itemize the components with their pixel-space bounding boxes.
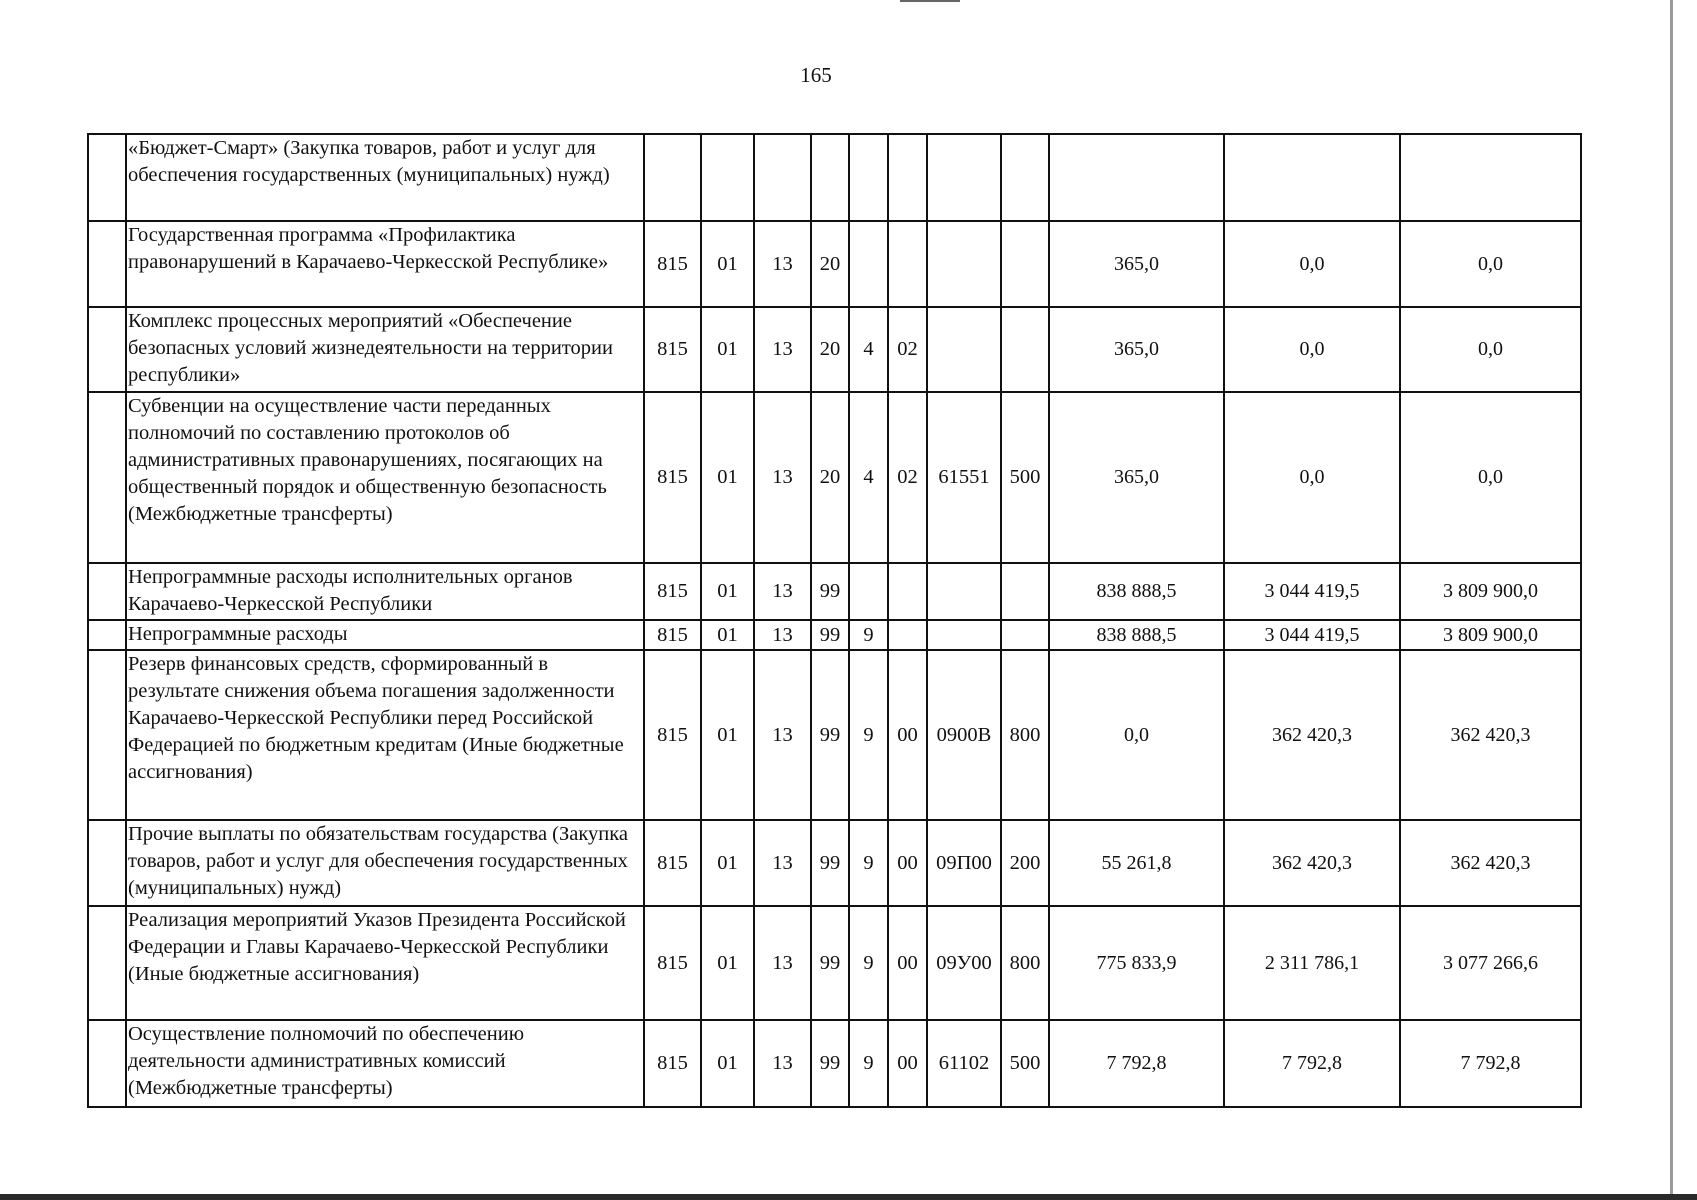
target-code-type: 9 (849, 620, 888, 650)
target-code-type (849, 563, 888, 620)
table-row (88, 1020, 1581, 1107)
ministry-code: 815 (644, 620, 701, 650)
target-code-program: 20 (811, 221, 849, 307)
subsection-code: 13 (754, 906, 811, 1020)
target-code-program (811, 134, 849, 221)
amount-year-1: 7 792,8 (1049, 1020, 1224, 1107)
row-lead-cell (88, 307, 126, 392)
target-code-program: 20 (811, 392, 849, 563)
amount-year-2: 0,0 (1224, 392, 1400, 563)
expense-name: Резерв финансовых средств, сформированный в результате снижения объема погашения задолженности Карачаево-Черкесской Республики перед Российской Федерацией по бюджетным кредитам (Иные бюджетные ассигнования) (126, 650, 644, 820)
expense-type-code: 200 (1001, 820, 1049, 906)
row-lead-cell (88, 650, 126, 820)
target-code-direction (927, 563, 1001, 620)
ministry-code: 815 (644, 307, 701, 392)
amount-year-3: 0,0 (1400, 221, 1581, 307)
budget-table (87, 133, 1582, 1108)
target-code-program: 99 (811, 1020, 849, 1107)
expense-type-code: 800 (1001, 906, 1049, 1020)
expense-type-code: 500 (1001, 392, 1049, 563)
target-code-type: 4 (849, 392, 888, 563)
expense-type-code (1001, 134, 1049, 221)
target-code-type: 9 (849, 650, 888, 820)
amount-year-1: 55 261,8 (1049, 820, 1224, 906)
amount-year-1: 0,0 (1049, 650, 1224, 820)
target-code-subprogram: 00 (888, 1020, 927, 1107)
target-code-subprogram: 00 (888, 820, 927, 906)
expense-type-code (1001, 620, 1049, 650)
subsection-code: 13 (754, 221, 811, 307)
target-code-subprogram (888, 221, 927, 307)
target-code-type (849, 134, 888, 221)
target-code-type: 9 (849, 1020, 888, 1107)
amount-year-3: 3 809 900,0 (1400, 563, 1581, 620)
target-code-subprogram: 02 (888, 392, 927, 563)
subsection-code (754, 134, 811, 221)
target-code-type: 9 (849, 820, 888, 906)
amount-year-2: 3 044 419,5 (1224, 620, 1400, 650)
section-code: 01 (701, 620, 754, 650)
ministry-code (644, 134, 701, 221)
subsection-code: 13 (754, 307, 811, 392)
target-code-program: 99 (811, 820, 849, 906)
amount-year-3: 7 792,8 (1400, 1020, 1581, 1107)
amount-year-3: 0,0 (1400, 392, 1581, 563)
expense-type-code: 800 (1001, 650, 1049, 820)
amount-year-2: 2 311 786,1 (1224, 906, 1400, 1020)
target-code-direction: 09У00 (927, 906, 1001, 1020)
expense-name: Прочие выплаты по обязательствам государства (Закупка товаров, работ и услуг для обеспечения государственных (муниципальных) нужд) (126, 820, 644, 906)
scan-artifact-top (900, 0, 960, 2)
section-code: 01 (701, 1020, 754, 1107)
table-row (88, 563, 1581, 620)
target-code-direction: 61551 (927, 392, 1001, 563)
section-code: 01 (701, 221, 754, 307)
expense-type-code (1001, 221, 1049, 307)
section-code: 01 (701, 820, 754, 906)
target-code-program: 20 (811, 307, 849, 392)
target-code-direction (927, 307, 1001, 392)
expense-type-code (1001, 563, 1049, 620)
row-lead-cell (88, 620, 126, 650)
target-code-program: 99 (811, 650, 849, 820)
table-row (88, 221, 1581, 307)
table-row (88, 392, 1581, 563)
subsection-code: 13 (754, 1020, 811, 1107)
table-row (88, 134, 1581, 221)
subsection-code: 13 (754, 392, 811, 563)
target-code-direction (927, 134, 1001, 221)
scan-edge-bottom (0, 1194, 1697, 1200)
page-number: 165 (800, 63, 832, 87)
target-code-program: 99 (811, 563, 849, 620)
subsection-code: 13 (754, 820, 811, 906)
amount-year-1: 365,0 (1049, 221, 1224, 307)
ministry-code: 815 (644, 392, 701, 563)
expense-name: Реализация мероприятий Указов Президента Российской Федерации и Главы Карачаево-Черкесской Республики (Иные бюджетные ассигнования) (126, 906, 644, 1020)
amount-year-1: 365,0 (1049, 392, 1224, 563)
target-code-direction (927, 620, 1001, 650)
ministry-code: 815 (644, 820, 701, 906)
amount-year-1: 775 833,9 (1049, 906, 1224, 1020)
amount-year-1 (1049, 134, 1224, 221)
subsection-code: 13 (754, 620, 811, 650)
amount-year-2: 0,0 (1224, 221, 1400, 307)
section-code: 01 (701, 392, 754, 563)
row-lead-cell (88, 820, 126, 906)
table-row (88, 906, 1581, 1020)
target-code-subprogram (888, 134, 927, 221)
expense-name: Субвенции на осуществление части переданных полномочий по составлению протоколов об административных правонарушениях, посягающих на общественный порядок и общественную безопасность (Межбюджетные трансферты) (126, 392, 644, 563)
amount-year-1: 365,0 (1049, 307, 1224, 392)
section-code: 01 (701, 563, 754, 620)
ministry-code: 815 (644, 650, 701, 820)
expense-name: «Бюджет-Смарт» (Закупка товаров, работ и услуг для обеспечения государственных (муниципальных) нужд) (126, 134, 644, 221)
row-lead-cell (88, 1020, 126, 1107)
target-code-direction: 61102 (927, 1020, 1001, 1107)
subsection-code: 13 (754, 563, 811, 620)
amount-year-2: 0,0 (1224, 307, 1400, 392)
section-code: 01 (701, 307, 754, 392)
expense-name: Комплекс процессных мероприятий «Обеспечение безопасных условий жизнедеятельности на территории республики» (126, 307, 644, 392)
scan-edge-right (1670, 0, 1673, 1200)
row-lead-cell (88, 221, 126, 307)
expense-name: Осуществление полномочий по обеспечению деятельности административных комиссий (Межбюджетные трансферты) (126, 1020, 644, 1107)
expense-name: Непрограммные расходы (126, 620, 644, 650)
amount-year-3: 362 420,3 (1400, 820, 1581, 906)
amount-year-1: 838 888,5 (1049, 563, 1224, 620)
row-lead-cell (88, 134, 126, 221)
amount-year-3: 362 420,3 (1400, 650, 1581, 820)
amount-year-2: 362 420,3 (1224, 820, 1400, 906)
target-code-type: 9 (849, 906, 888, 1020)
row-lead-cell (88, 906, 126, 1020)
expense-type-code: 500 (1001, 1020, 1049, 1107)
row-lead-cell (88, 392, 126, 563)
table-row (88, 620, 1581, 650)
target-code-subprogram: 02 (888, 307, 927, 392)
target-code-type (849, 221, 888, 307)
amount-year-2: 362 420,3 (1224, 650, 1400, 820)
subsection-code: 13 (754, 650, 811, 820)
target-code-direction (927, 221, 1001, 307)
table-row (88, 650, 1581, 820)
ministry-code: 815 (644, 563, 701, 620)
amount-year-3: 0,0 (1400, 307, 1581, 392)
expense-name: Непрограммные расходы исполнительных органов Карачаево-Черкесской Республики (126, 563, 644, 620)
table-row (88, 820, 1581, 906)
target-code-program: 99 (811, 906, 849, 1020)
table-row (88, 307, 1581, 392)
ministry-code: 815 (644, 221, 701, 307)
amount-year-1: 838 888,5 (1049, 620, 1224, 650)
target-code-subprogram (888, 563, 927, 620)
target-code-subprogram (888, 620, 927, 650)
amount-year-3 (1400, 134, 1581, 221)
ministry-code: 815 (644, 906, 701, 1020)
amount-year-3: 3 809 900,0 (1400, 620, 1581, 650)
target-code-subprogram: 00 (888, 650, 927, 820)
amount-year-2 (1224, 134, 1400, 221)
amount-year-3: 3 077 266,6 (1400, 906, 1581, 1020)
section-code (701, 134, 754, 221)
target-code-program: 99 (811, 620, 849, 650)
section-code: 01 (701, 650, 754, 820)
target-code-subprogram: 00 (888, 906, 927, 1020)
target-code-direction: 0900В (927, 650, 1001, 820)
amount-year-2: 3 044 419,5 (1224, 563, 1400, 620)
amount-year-2: 7 792,8 (1224, 1020, 1400, 1107)
expense-type-code (1001, 307, 1049, 392)
section-code: 01 (701, 906, 754, 1020)
target-code-type: 4 (849, 307, 888, 392)
ministry-code: 815 (644, 1020, 701, 1107)
row-lead-cell (88, 563, 126, 620)
target-code-direction: 09П00 (927, 820, 1001, 906)
table-body (88, 134, 1581, 1107)
expense-name: Государственная программа «Профилактика правонарушений в Карачаево-Черкесской Республике» (126, 221, 644, 307)
